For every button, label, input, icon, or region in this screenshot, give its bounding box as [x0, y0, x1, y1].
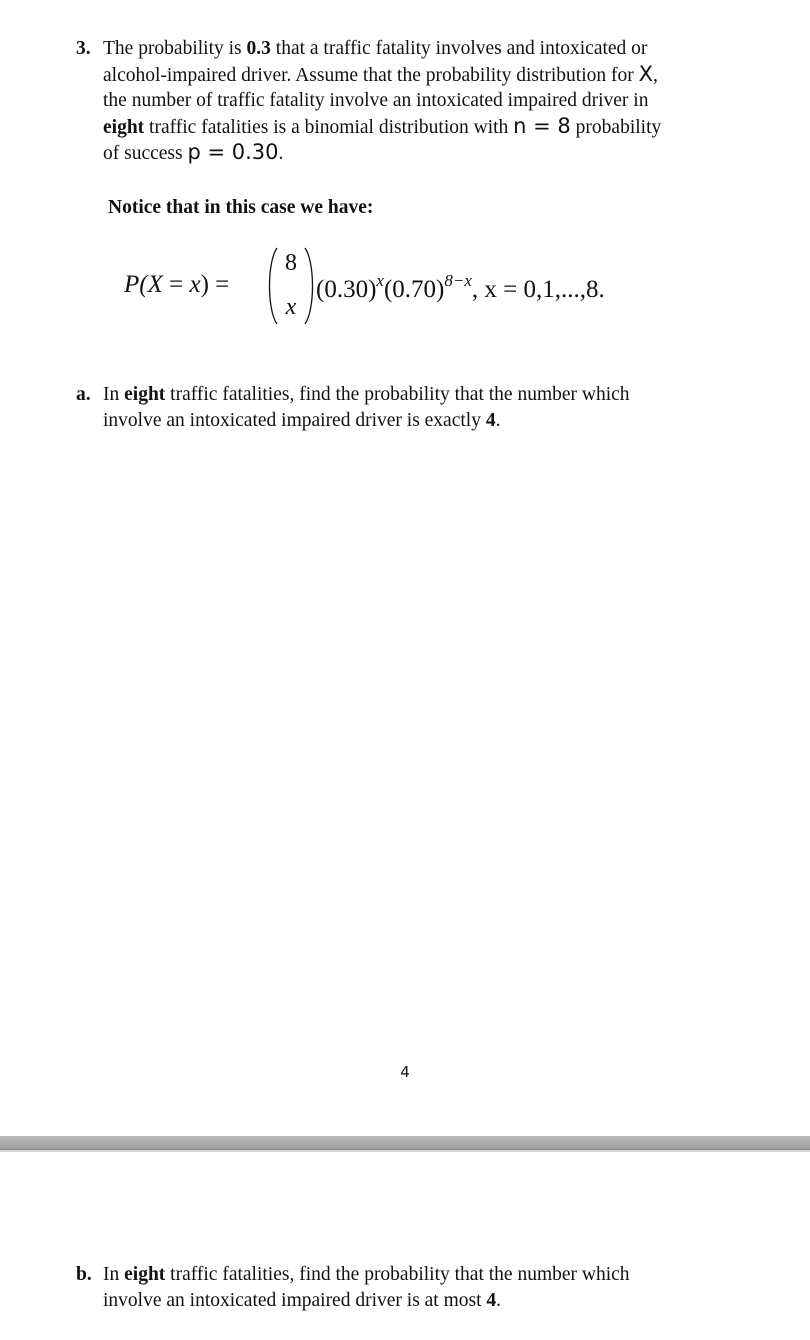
p-value: p = 0.30 [187, 140, 279, 164]
text: The probability is [103, 38, 247, 59]
binomial-formula [124, 244, 724, 334]
exponent: 8−x [444, 271, 472, 290]
text: involve an intoxicated impaired driver is at most [103, 1289, 487, 1311]
part-a-label: a. [76, 384, 91, 405]
part-b [76, 1262, 756, 1313]
part-a-line-2 [103, 408, 756, 434]
random-variable: X [638, 61, 653, 86]
target-count: 4 [486, 1289, 497, 1311]
page-number: 4 [400, 1063, 410, 1081]
count-word: eight [103, 116, 145, 138]
part-b-line-2 [103, 1288, 756, 1314]
part-a-body [103, 382, 756, 433]
part-b-line-1 [103, 1262, 756, 1288]
text: traffic fatalities is a binomial distribution with [144, 116, 514, 138]
text: of success [103, 143, 188, 164]
text: . [278, 143, 284, 164]
count-word: eight [124, 1264, 166, 1285]
formula-lhs [124, 271, 229, 299]
problem-line-2 [103, 62, 756, 89]
binomial-top: 8 [285, 250, 297, 276]
problem-line-5 [103, 140, 756, 167]
text: alcohol-impaired driver. Assume that the probability distribution for [103, 64, 639, 86]
probability-value: 0.3 [246, 38, 271, 59]
target-count: 4 [485, 409, 496, 431]
text: . [495, 409, 501, 431]
text: traffic fatalities, find the probability that the number which [165, 1264, 630, 1285]
notice-heading: Notice that in this case we have: [108, 197, 374, 218]
page-separator-band [0, 1136, 810, 1150]
part-b-label: b. [76, 1264, 92, 1285]
text: P( [124, 271, 148, 298]
text: (0.30) [316, 276, 377, 303]
text: In [103, 384, 125, 405]
text: x [189, 271, 201, 298]
binomial-bottom: x [285, 294, 297, 320]
text: (0.70) [383, 276, 445, 303]
problem-line-3: the number of traffic fatality involve an intoxicated impaired driver in [103, 90, 649, 111]
problem-line-4 [103, 114, 756, 141]
text: In [103, 1264, 125, 1285]
domain-text: , x = 0,1,...,8. [471, 276, 605, 303]
problem-statement [76, 36, 756, 167]
text: X [147, 271, 163, 298]
problem-line-1 [103, 36, 756, 62]
page-separator [0, 1136, 810, 1152]
text: . [496, 1289, 502, 1311]
part-a [76, 382, 756, 433]
n-value: n = 8 [513, 113, 571, 138]
text: = [162, 271, 190, 298]
text: traffic fatalities, find the probability that the number which [165, 384, 630, 405]
text: that a traffic fatality involves and intoxicated or [270, 38, 648, 59]
exponent: x [376, 271, 384, 290]
problem-number: 3. [76, 38, 91, 59]
formula-rhs [316, 271, 605, 304]
part-a-line-1 [103, 382, 756, 408]
problem-body [103, 36, 756, 167]
binomial-coefficient [265, 244, 317, 328]
count-word: eight [124, 384, 166, 405]
text: , [653, 64, 658, 86]
text: probability [570, 116, 662, 138]
text: ) = [200, 271, 230, 298]
text: involve an intoxicated impaired driver is exactly [103, 409, 486, 431]
part-b-body [103, 1262, 756, 1313]
